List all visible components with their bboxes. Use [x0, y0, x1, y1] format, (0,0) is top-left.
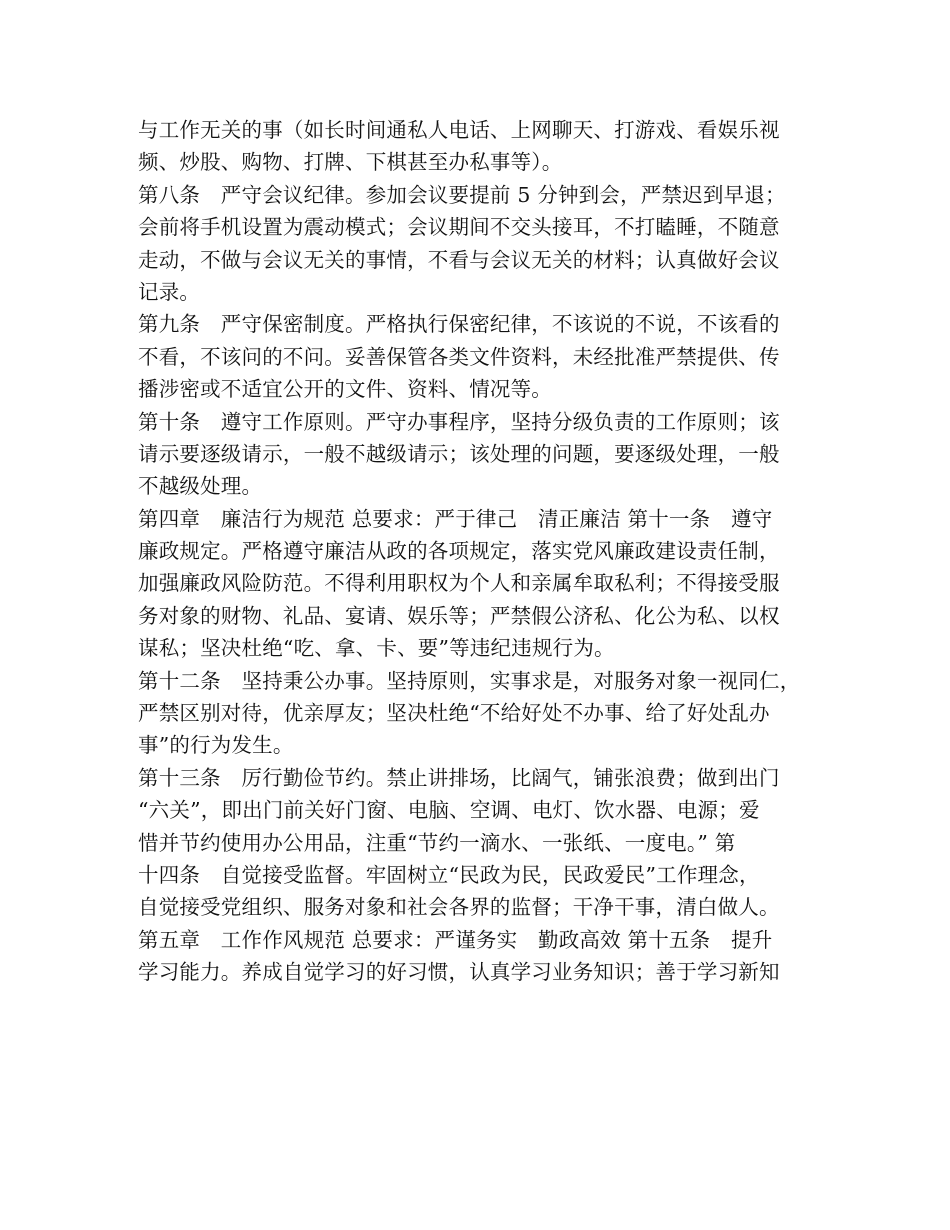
text-line: 第十条 遵守工作原则。严守办事程序，坚持分级负责的工作原则；该 [138, 409, 780, 434]
text-line: 第四章 廉洁行为规范 总要求：严于律己 清正廉洁 第十一条 遵守 [138, 506, 773, 531]
text-line: 第九条 严守保密制度。严格执行保密纪律，不该说的不说，不该看的 [138, 312, 780, 337]
text-line: 记录。 [138, 279, 201, 304]
text-line: 第十三条 厉行勤俭节约。禁止讲排场，比阔气，铺张浪费；做到出门 [138, 765, 780, 790]
text-line: 第十二条 坚持秉公办事。坚持原则，实事求是，对服务对象一视同仁， [138, 668, 801, 693]
document-body [138, 114, 828, 989]
text-line: “六关”，即出门前关好门窗、电脑、空调、电灯、饮水器、电源；爱 [138, 798, 760, 823]
text-line: 务对象的财物、礼品、宴请、娱乐等；严禁假公济私、化公为私、以权 [138, 603, 780, 628]
text-line: 会前将手机设置为震动模式；会议期间不交头接耳，不打瞌睡，不随意 [138, 215, 780, 240]
text-line: 频、炒股、购物、打牌、下棋甚至办私事等）。 [138, 150, 563, 175]
text-line: 第八条 严守会议纪律。参加会议要提前 5 分钟到会，严禁迟到早退； [138, 182, 786, 207]
text-line: 惜并节约使用办公用品，注重“节约一滴水、一张纸、一度电。” 第 [138, 830, 736, 855]
text-line: 第五章 工作作风规范 总要求：严谨务实 勤政高效 第十五条 提升 [138, 927, 773, 952]
text-line: 播涉密或不适宜公开的文件、资料、情况等。 [138, 377, 552, 402]
text-line: 廉政规定。严格遵守廉洁从政的各项规定，落实党风廉政建设责任制， [138, 539, 780, 564]
text-line: 自觉接受党组织、服务对象和社会各界的监督；干净干事，清白做人。 [138, 895, 780, 920]
text-line: 十四条 自觉接受监督。牢固树立“民政为民，民政爱民”工作理念， [138, 862, 760, 887]
text-line: 谋私；坚决杜绝“吃、拿、卡、要”等违纪违规行为。 [138, 636, 615, 661]
text-line: 请示要逐级请示，一般不越级请示；该处理的问题，要逐级处理，一般 [138, 441, 780, 466]
text-line: 不看，不该问的不问。妥善保管各类文件资料，未经批准严禁提供、传 [138, 344, 780, 369]
text-line: 与工作无关的事（如长时间通私人电话、上网聊天、打游戏、看娱乐视 [138, 118, 780, 142]
text-line: 不越级处理。 [138, 474, 263, 499]
text-line: 严禁区别对待，优亲厚友；坚决杜绝“不给好处不办事、给了好处乱办 [138, 701, 770, 726]
text-line: 事”的行为发生。 [138, 733, 294, 758]
text-line: 学习能力。养成自觉学习的好习惯，认真学习业务知识；善于学习新知 [138, 960, 780, 985]
text-line: 加强廉政风险防范。不得利用职权为个人和亲属牟取私利；不得接受服 [138, 571, 780, 596]
text-line: 走动，不做与会议无关的事情，不看与会议无关的材料；认真做好会议 [138, 247, 780, 272]
